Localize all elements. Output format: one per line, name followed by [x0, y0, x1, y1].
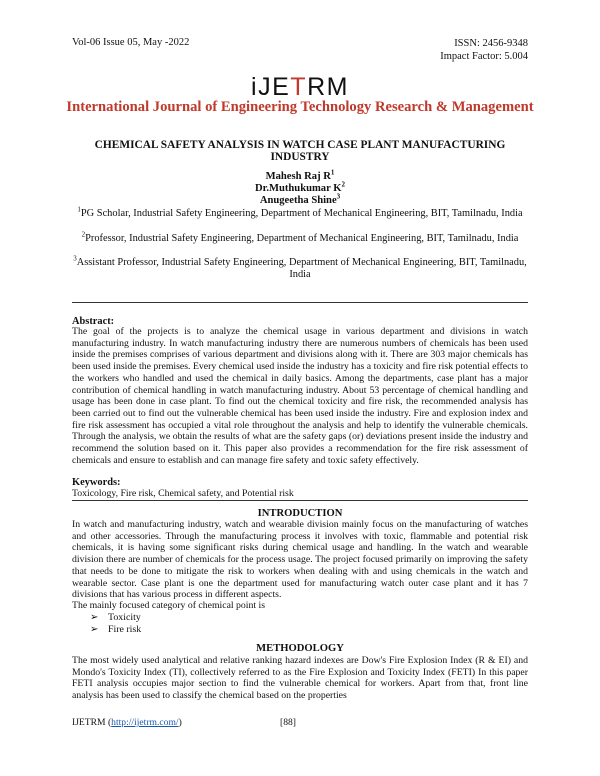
introduction-text: In watch and manufacturing industry, watch and wearable division mainly focus on the manufacturing of watches and other accessories. Through the manufacturing process it involves with toxic, flammable and potential risk chemicals, it is having some significant risks during chemical usage and handling. In the watch and wearable division there are number of chemicals for the process usage. The project focused primarily on improving the safety that needs to be done to mitigate the risk to workers when dealing with and using chemicals in the watch and wearable sector. Case plant is one the department used for manufacturing watch outer case plant and it has 7 divisions that has various process in different aspects. — [72, 519, 528, 601]
keywords-heading: Keywords: — [72, 477, 121, 488]
introduction-heading: INTRODUCTION — [257, 508, 343, 519]
keywords-text: Toxicology, Fire risk, Chemical safety, and Potential risk — [72, 488, 294, 499]
abstract-heading: Abstract: — [72, 316, 115, 327]
arrow-bullet-icon: ➢ — [90, 612, 99, 623]
methodology-heading: METHODOLOGY — [256, 643, 344, 654]
list-item-fire-risk: ➢ Fire risk — [90, 624, 142, 635]
journal-name: International Journal of Engineering Technology Research & Management — [66, 99, 534, 115]
logo-text-b: T — [290, 73, 308, 101]
abstract-text: The goal of the projects is to analyze the chemical usage in various department and divisions in watch manufacturing industry. In watch manufacturing industry there are numerous numbers of chemicals has been used inside the premises comprises of various department and divisions along with it. There are 303 major chemicals has been used inside the premises. Every chemical used inside the industry has a toxicity and fire risk potential effects to the workers who handled and used the chemical in daily basics. Among the departments, case plant has a major contribution of chemical handling in watch manufacturing industry. About 53 percentage of chemical handling and usage has been done in case plant. To find out the chemical toxicity and fire risk, the recommended analysis has been carried out to find out the vulnerable chemical has been used inside the industry. Fire and explosion index and fire risk assessment has occupied a vital role throughout the analysis and help to identify the vulnerable chemicals. Through the analysis, we obtain the results of what are the safety gaps (or) deviations present inside the industry and recommend the solution based on it. This paper also provides a recommendation for the fire risk assessment of chemicals and ensure to establish and can manage fire safety and toxic safety effectively. — [72, 326, 528, 466]
list-item-toxicity: ➢ Toxicity — [90, 612, 141, 623]
affiliation-1: $^1$PG Scholar, Industrial Safety Engineering, Department of Mechanical Engineering, BIT, Tamilnadu, India — [77, 205, 523, 219]
divider-line — [72, 302, 528, 303]
keywords-divider — [72, 500, 528, 501]
logo-text-a: iJE — [251, 73, 291, 101]
introduction-list-intro: The mainly focused category of chemical point is — [72, 600, 266, 611]
methodology-text: The most widely used analytical and relative ranking hazard indexes are Dow's Fire Explosion Index (R & EI) and Mondo's Toxicity Index (TI), collectively referred to as the Fire Explosion and Toxicity Index (FETI) In this paper FETI analysis occupies major section to find the vulnerable chemical for workers. Apart from that, front line analysis has been used to classify the chemical based on the properties — [72, 655, 528, 702]
issn-block — [440, 37, 528, 63]
author-3: Anugeetha Shine$^3$ — [259, 192, 341, 206]
journal-logo — [0, 73, 600, 102]
author-1: Mahesh Raj $R^1$ — [265, 168, 335, 182]
logo-text-c: RM — [307, 73, 349, 101]
issn: ISSN: 2456-9348 — [454, 38, 528, 49]
footer-link[interactable]: http://ijetrm.com/ — [111, 717, 179, 728]
volume-issue: Vol-06 Issue 05, May -2022 — [72, 37, 190, 48]
affiliation-3: $^3$Assistant Professor, Industrial Safety Engineering, Department of Mechanical Engineering, BIT, Tamilnadu, India — [73, 254, 527, 280]
affiliation-2: $^2$Professor, Industrial Safety Engineering, Department of Mechanical Engineering, BIT, Tamilnadu, India — [81, 230, 519, 244]
impact-factor: Impact Factor: 5.004 — [440, 51, 528, 62]
paper-title: CHEMICAL SAFETY ANALYSIS IN WATCH CASE PLANT MANUFACTURING INDUSTRY — [94, 139, 506, 163]
author-2: Dr.Muthukumar $K^2$ — [254, 180, 346, 194]
page-number: [88] — [280, 717, 296, 728]
footer-journal: IJETRM (http://ijetrm.com/) — [72, 717, 182, 728]
arrow-bullet-icon: ➢ — [90, 624, 99, 635]
